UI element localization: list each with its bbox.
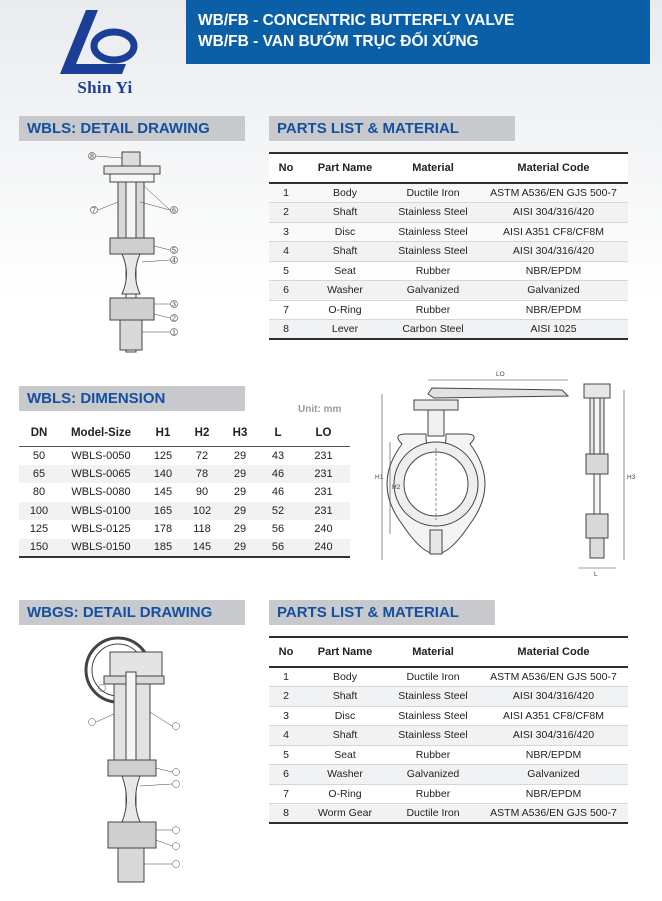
table-cell: WBLS-0125 xyxy=(71,523,131,536)
dimension-table xyxy=(19,420,350,558)
wbls-detail-drawing-header: WBLS: DETAIL DRAWING xyxy=(19,116,245,141)
unit-label: Unit: mm xyxy=(298,404,342,415)
table-cell: Disc xyxy=(303,222,387,242)
table-cell: Galvanized xyxy=(387,281,479,301)
table-cell: 118 xyxy=(193,523,211,536)
wbls-dimension-header: WBLS: DIMENSION xyxy=(19,386,245,411)
table-cell: 5 xyxy=(269,261,303,281)
callout-1: 1 xyxy=(172,329,176,337)
table-cell: 165 xyxy=(143,502,183,521)
callout-7: 7 xyxy=(92,207,96,215)
table-row xyxy=(19,520,350,539)
table-cell: 29 xyxy=(233,523,247,536)
col-no: No xyxy=(269,153,303,183)
table-cell: Lever xyxy=(303,320,387,340)
table-cell: Seat xyxy=(303,261,387,281)
table-cell: NBR/EPDM xyxy=(479,261,628,281)
table-cell: Stainless Steel xyxy=(387,203,479,223)
table-cell: Galvanized xyxy=(479,281,628,301)
table-cell: 125 xyxy=(29,523,49,536)
table-cell: 65 xyxy=(19,465,59,484)
table-cell: 125 xyxy=(153,449,173,462)
col-material: Material xyxy=(387,153,479,183)
table-cell: 231 xyxy=(314,449,333,462)
table-row xyxy=(19,539,350,558)
table-cell: Rubber xyxy=(387,261,479,281)
table-cell: 72 xyxy=(195,449,209,462)
table-cell: Stainless Steel xyxy=(387,687,479,707)
wbls-parts-table xyxy=(269,152,628,340)
table-cell: Shaft xyxy=(303,242,387,262)
table-cell: Body xyxy=(303,667,387,687)
dim-h2-label: H2 xyxy=(392,484,401,491)
table-row xyxy=(269,300,628,320)
dim-l-label: L xyxy=(594,571,598,578)
dim-lo-label: LO xyxy=(496,371,505,378)
table-cell: 4 xyxy=(269,242,303,262)
table-row xyxy=(269,667,628,687)
table-cell: 1 xyxy=(269,183,303,203)
col-h3: H3 xyxy=(221,420,259,446)
table-cell: 100 xyxy=(19,502,59,521)
table-row xyxy=(269,765,628,785)
table-row xyxy=(269,726,628,746)
table-cell: 52 xyxy=(259,502,297,521)
table-row xyxy=(269,242,628,262)
table-cell: Body xyxy=(303,183,387,203)
table-row xyxy=(19,446,350,465)
table-cell: 90 xyxy=(195,486,209,499)
table-cell: O-Ring xyxy=(303,784,387,804)
table-cell: 7 xyxy=(269,784,303,804)
col-no: No xyxy=(269,637,303,667)
table-row xyxy=(269,706,628,726)
table-cell: AISI 304/316/420 xyxy=(479,242,628,262)
table-row xyxy=(269,687,628,707)
table-cell: 29 xyxy=(221,465,259,484)
table-row xyxy=(269,804,628,824)
table-cell: Galvanized xyxy=(387,765,479,785)
wbls-parts-header: PARTS LIST & MATERIAL xyxy=(269,116,515,141)
table-cell: 46 xyxy=(271,486,285,499)
table-cell: Seat xyxy=(303,745,387,765)
table-row xyxy=(269,183,628,203)
table-cell: Shaft xyxy=(303,687,387,707)
col-h1: H1 xyxy=(143,420,183,446)
col-material-code: Material Code xyxy=(479,637,628,667)
title-vietnamese: WB/FB - VAN BƯỚM TRỤC ĐỐI XỨNG xyxy=(198,33,479,50)
table-cell: AISI 304/316/420 xyxy=(479,726,628,746)
table-cell: AISI 304/316/420 xyxy=(479,687,628,707)
wbls-section-drawing xyxy=(82,146,192,358)
table-cell: 231 xyxy=(314,486,333,499)
table-cell: 4 xyxy=(269,726,303,746)
col-l: L xyxy=(259,420,297,446)
table-cell: Ductile Iron xyxy=(387,804,479,824)
table-row xyxy=(269,784,628,804)
col-part-name: Part Name xyxy=(303,153,387,183)
table-cell: WBLS-0050 xyxy=(71,449,131,462)
table-cell: WBLS-0150 xyxy=(59,539,143,558)
table-cell: 46 xyxy=(259,465,297,484)
wbgs-parts-table xyxy=(269,636,628,824)
table-row xyxy=(269,281,628,301)
wbgs-section-drawing xyxy=(80,632,192,888)
table-cell: 240 xyxy=(297,539,350,558)
col-model-size: Model-Size xyxy=(59,420,143,446)
table-cell: 6 xyxy=(269,281,303,301)
table-cell: 56 xyxy=(259,539,297,558)
table-cell: 29 xyxy=(233,486,247,499)
table-cell: 102 xyxy=(183,502,221,521)
table-cell: 29 xyxy=(233,449,247,462)
table-cell: 231 xyxy=(297,465,350,484)
col-material-code: Material Code xyxy=(479,153,628,183)
table-cell: 150 xyxy=(19,539,59,558)
table-cell: Stainless Steel xyxy=(387,222,479,242)
title-english: WB/FB - CONCENTRIC BUTTERFLY VALVE xyxy=(198,12,515,29)
table-cell: NBR/EPDM xyxy=(479,745,628,765)
table-cell: 43 xyxy=(271,449,285,462)
table-row xyxy=(269,261,628,281)
table-cell: Rubber xyxy=(387,784,479,804)
callout-6: 6 xyxy=(172,207,176,215)
table-cell: ASTM A536/EN GJS 500-7 xyxy=(479,183,628,203)
table-cell: 178 xyxy=(153,523,173,536)
dim-h1-label: H1 xyxy=(375,474,384,481)
table-row xyxy=(269,222,628,242)
table-cell: 78 xyxy=(183,465,221,484)
col-dn: DN xyxy=(19,420,59,446)
brand-name: Shin Yi xyxy=(77,78,133,97)
table-cell: 50 xyxy=(32,449,46,462)
page-title xyxy=(186,0,650,64)
table-row xyxy=(269,203,628,223)
table-cell: 80 xyxy=(32,486,46,499)
table-cell: 231 xyxy=(297,502,350,521)
table-cell: NBR/EPDM xyxy=(479,784,628,804)
col-h2: H2 xyxy=(183,420,221,446)
col-part-name: Part Name xyxy=(303,637,387,667)
table-cell: Galvanized xyxy=(479,765,628,785)
table-cell: 2 xyxy=(269,687,303,707)
table-cell: AISI A351 CF8/CF8M xyxy=(479,706,628,726)
callout-5: 5 xyxy=(172,247,176,255)
table-cell: 2 xyxy=(269,203,303,223)
table-cell: 140 xyxy=(143,465,183,484)
table-cell: NBR/EPDM xyxy=(479,300,628,320)
table-cell: AISI 304/316/420 xyxy=(479,203,628,223)
table-cell: Stainless Steel xyxy=(387,726,479,746)
table-cell: Disc xyxy=(303,706,387,726)
callout-3: 3 xyxy=(172,301,176,309)
table-cell: Rubber xyxy=(387,745,479,765)
table-cell: 56 xyxy=(271,523,285,536)
table-cell: Washer xyxy=(303,281,387,301)
table-cell: 5 xyxy=(269,745,303,765)
table-cell: ASTM A536/EN GJS 500-7 xyxy=(479,667,628,687)
table-cell: Stainless Steel xyxy=(387,242,479,262)
table-cell: AISI A351 CF8/CF8M xyxy=(479,222,628,242)
table-cell: 7 xyxy=(269,300,303,320)
table-cell: Worm Gear xyxy=(303,804,387,824)
table-cell: 29 xyxy=(221,502,259,521)
table-cell: Ductile Iron xyxy=(387,183,479,203)
table-cell: WBLS-0100 xyxy=(59,502,143,521)
callout-2: 2 xyxy=(172,315,176,323)
table-cell: 1 xyxy=(269,667,303,687)
callout-8: 8 xyxy=(90,153,94,161)
table-cell: Rubber xyxy=(387,300,479,320)
table-cell: Shaft xyxy=(303,203,387,223)
table-cell: 8 xyxy=(269,320,303,340)
table-cell: 145 xyxy=(183,539,221,558)
table-cell: Stainless Steel xyxy=(387,706,479,726)
table-cell: AISI 1025 xyxy=(479,320,628,340)
table-row xyxy=(19,465,350,484)
wbgs-detail-drawing-header: WBGS: DETAIL DRAWING xyxy=(19,600,245,625)
table-cell: Ductile Iron xyxy=(387,667,479,687)
table-cell: 6 xyxy=(269,765,303,785)
col-lo: LO xyxy=(297,420,350,446)
table-cell: WBLS-0065 xyxy=(59,465,143,484)
table-cell: Washer xyxy=(303,765,387,785)
table-cell: Carbon Steel xyxy=(387,320,479,340)
table-cell: WBLS-0080 xyxy=(71,486,131,499)
table-cell: 8 xyxy=(269,804,303,824)
table-cell: O-Ring xyxy=(303,300,387,320)
table-cell: 3 xyxy=(269,706,303,726)
table-cell: Shaft xyxy=(303,726,387,746)
callout-4: 4 xyxy=(172,257,176,265)
table-cell: 240 xyxy=(314,523,333,536)
table-cell: ASTM A536/EN GJS 500-7 xyxy=(479,804,628,824)
table-cell: 145 xyxy=(153,486,173,499)
table-row xyxy=(19,483,350,502)
table-row xyxy=(269,745,628,765)
col-material: Material xyxy=(387,637,479,667)
dim-h3-label: H3 xyxy=(627,474,636,481)
dimension-drawing xyxy=(372,364,638,578)
table-row xyxy=(19,502,350,521)
table-cell: 29 xyxy=(221,539,259,558)
wbgs-parts-header: PARTS LIST & MATERIAL xyxy=(269,600,495,625)
table-cell: 3 xyxy=(269,222,303,242)
table-row xyxy=(269,320,628,340)
table-cell: 185 xyxy=(143,539,183,558)
